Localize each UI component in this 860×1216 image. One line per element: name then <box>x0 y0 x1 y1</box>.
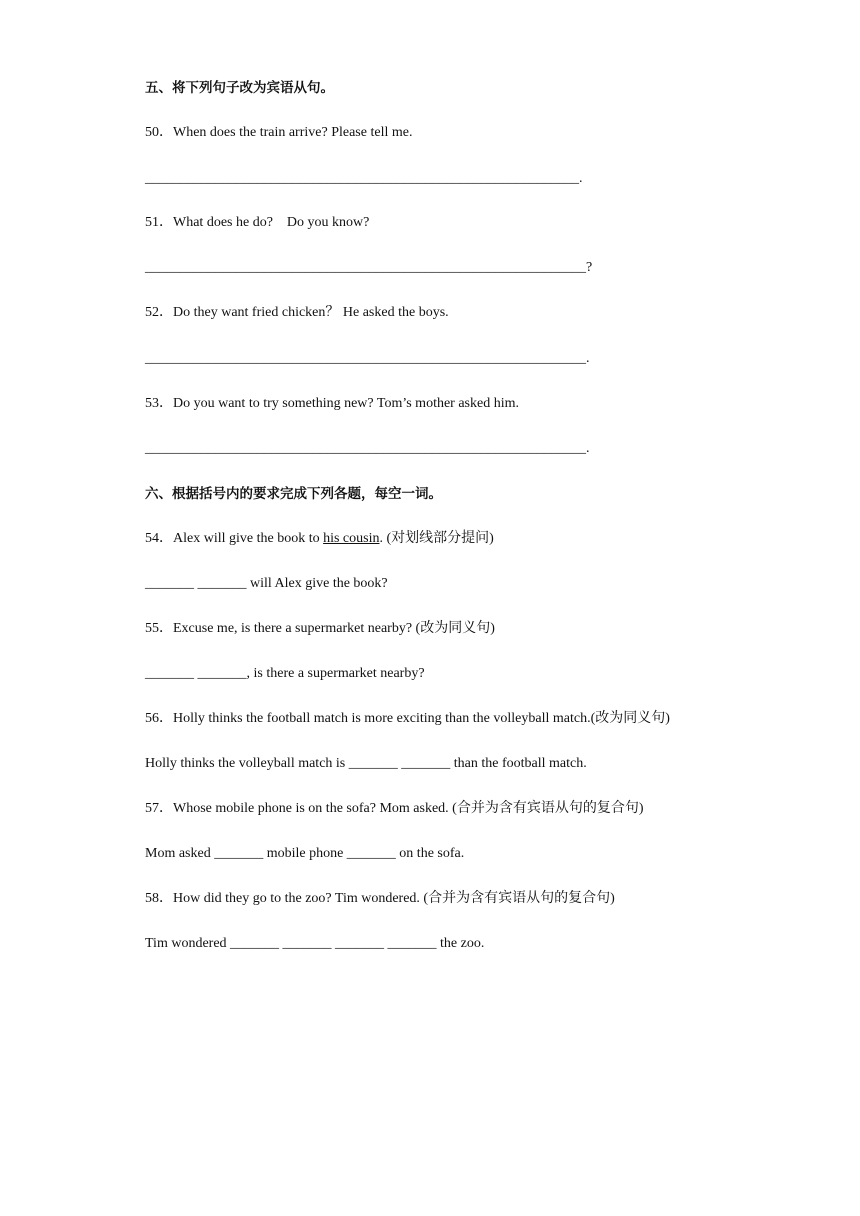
answer-58[interactable]: Tim wondered _______ _______ _______ _______ the zoo. <box>145 936 485 951</box>
question-52: 52．Do they want fried chicken？ He asked the boys. <box>145 305 449 320</box>
question-51: 51．What does he do? Do you know? <box>145 215 370 230</box>
question-56: 56．Holly thinks the football match is more exciting than the volleyball match.(改为同义句) <box>145 711 670 726</box>
question-54 <box>145 530 494 548</box>
section-5-heading: 五、将下列句子改为宾语从句。 <box>145 80 334 96</box>
answer-54[interactable]: _______ _______ will Alex give the book? <box>145 576 388 591</box>
question-55: 55．Excuse me, is there a supermarket nearby? (改为同义句) <box>145 621 495 636</box>
answer-blank-50[interactable]: ______________________________________________________________. <box>145 171 583 186</box>
answer-blank-53[interactable]: _______________________________________________________________. <box>145 441 590 456</box>
answer-57[interactable]: Mom asked _______ mobile phone _______ on the sofa. <box>145 846 465 861</box>
section-6-heading: 六、根据括号内的要求完成下列各题，每空一词。 <box>145 486 442 502</box>
question-58: 58．How did they go to the zoo? Tim wondered. (合并为含有宾语从句的复合句) <box>145 891 615 906</box>
question-54-underlined-phrase: his cousin <box>323 531 380 546</box>
question-54-instruction: . (对划线部分提问) <box>379 531 494 546</box>
question-53: 53．Do you want to try something new? Tom’s mother asked him. <box>145 396 519 411</box>
answer-56[interactable]: Holly thinks the volleyball match is _______ _______ than the football match. <box>145 756 587 771</box>
question-54-text: 54．Alex will give the book to <box>145 531 324 546</box>
answer-blank-51[interactable]: _______________________________________________________________? <box>145 260 593 275</box>
answer-55[interactable]: _______ _______, is there a supermarket nearby? <box>145 666 425 681</box>
question-50: 50．When does the train arrive? Please tell me. <box>145 125 413 140</box>
answer-blank-52[interactable]: _______________________________________________________________. <box>145 351 590 366</box>
question-57: 57．Whose mobile phone is on the sofa? Mom asked. (合并为含有宾语从句的复合句) <box>145 801 644 816</box>
